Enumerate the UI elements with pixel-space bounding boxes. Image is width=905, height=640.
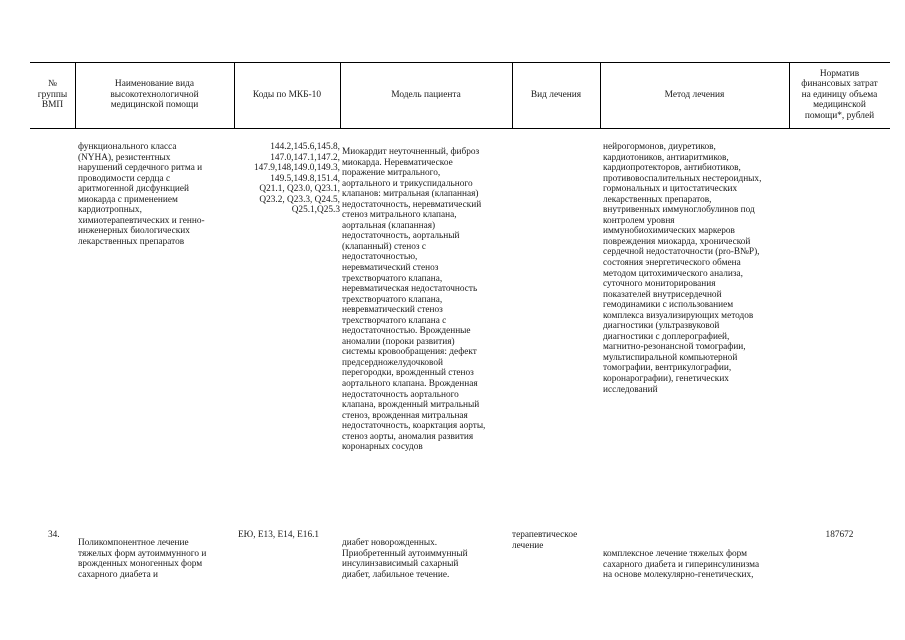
treatment-method-cell: комплексное лечение тяжелых форм сахарного диабета и гиперинсулинизма на основе молекулярно-генетических, xyxy=(603,549,760,581)
header-patient-model: Модель пациента xyxy=(391,89,461,100)
care-type-name-cell: функционального класса (NYHA), резистентных нарушений сердечного ритма и проводимости сердца с аритмогенной дисфункцией миокарда с применением кардиотропных, химиотерапевтических и генно- инженерных биологических лекарственных препаратов xyxy=(78,142,205,247)
icd-codes-cell: 144.2,145.6,145.8, 147.0,147.1,147.2, 147.9,148,149.0,149.3, 149.5,149.8,151.4, Q21.1, Q23.0, Q23.1, Q23.2, Q23.3, Q24.5, Q25.1,Q25.3 xyxy=(254,142,340,216)
header-treatment-method: Метод лечения xyxy=(664,89,725,100)
patient-model-cell: диабет новорожденных. Приобретенный аутоиммунный инсулинзависимый сахарный диабет, лабильное течение. xyxy=(342,538,468,580)
header-group-number: № группы ВМП xyxy=(37,79,68,111)
treatment-type-cell: терапевтическое лечение xyxy=(512,530,578,551)
care-type-name-cell: Поликомпонентное лечение тяжелых форм аутоиммунного и врожденных моногенных форм сахарного диабета и xyxy=(78,538,207,580)
header-cost-norm: Норматив финансовых затрат на единицу объема медицинской помощи*, рублей xyxy=(801,68,878,121)
treatment-method-cell: нейрогормонов, диуретиков, кардиотоников, антиаритмиков, кардиопротекторов, антибиотиков, противовоспалительных нестероидных, гормональных и цитостатических лекарственных препаратов, внутривенных иммуноглобулинов под контролем уровня иммунобиохимических маркеров повреждения миокарда, хронической сердечной недостаточности (pro-B№P), состояния энергетического обмена методом цитохимического анализа, суточного мониторирования показателей внутрисердечной гемодинамики с использованием комплекса визуализирующих методов диагностики (ультразвуковой диагностики с доплерографией, магнитно-резонансной томографии, мультиспиральной компьютерной томографии, вентрикулографии, коронарографии), генетических исследований xyxy=(603,142,762,395)
icd-codes-cell: ЕЮ, Е13, Е14, Е16.1 xyxy=(238,530,320,540)
cost-norm-cell: 187672 xyxy=(825,530,854,540)
header-treatment-type: Вид лечения xyxy=(530,89,582,100)
group-number-cell: 34. xyxy=(48,530,60,540)
header-care-type-name: Наименование вида высокотехнологичной медицинской помощи xyxy=(110,79,199,111)
header-bottom-border xyxy=(30,128,890,129)
header-icd-codes: Коды по МКБ-10 xyxy=(252,89,322,100)
patient-model-cell: Миокардит неуточненный, фиброз миокарда. Неревматическое поражение митрального, аортального и трикуспидального клапанов: митральная (клапанная) недостаточность, неревматический стеноз митрального клапана, аортальная (клапанная) недостаточность, аортальный (клапанный) стеноз с недостаточностью, неревматический стеноз трехстворчатого клапана, неревматическая недостаточность трехстворчатого клапана, невревматический стеноз трехстворчатого клапана с недостаточностью. Врожденные аномалии (пороки развития) системы кровообращения: дефект предсердножелудочковой перегородки, врожденный стеноз аортального клапана. Врожденная недостаточность аортального клапана, врожденный митральный стеноз, врожденная митральная недостаточность, коарктация аорты, стеноз аорты, аномалия развития коронарных сосудов xyxy=(342,147,486,453)
